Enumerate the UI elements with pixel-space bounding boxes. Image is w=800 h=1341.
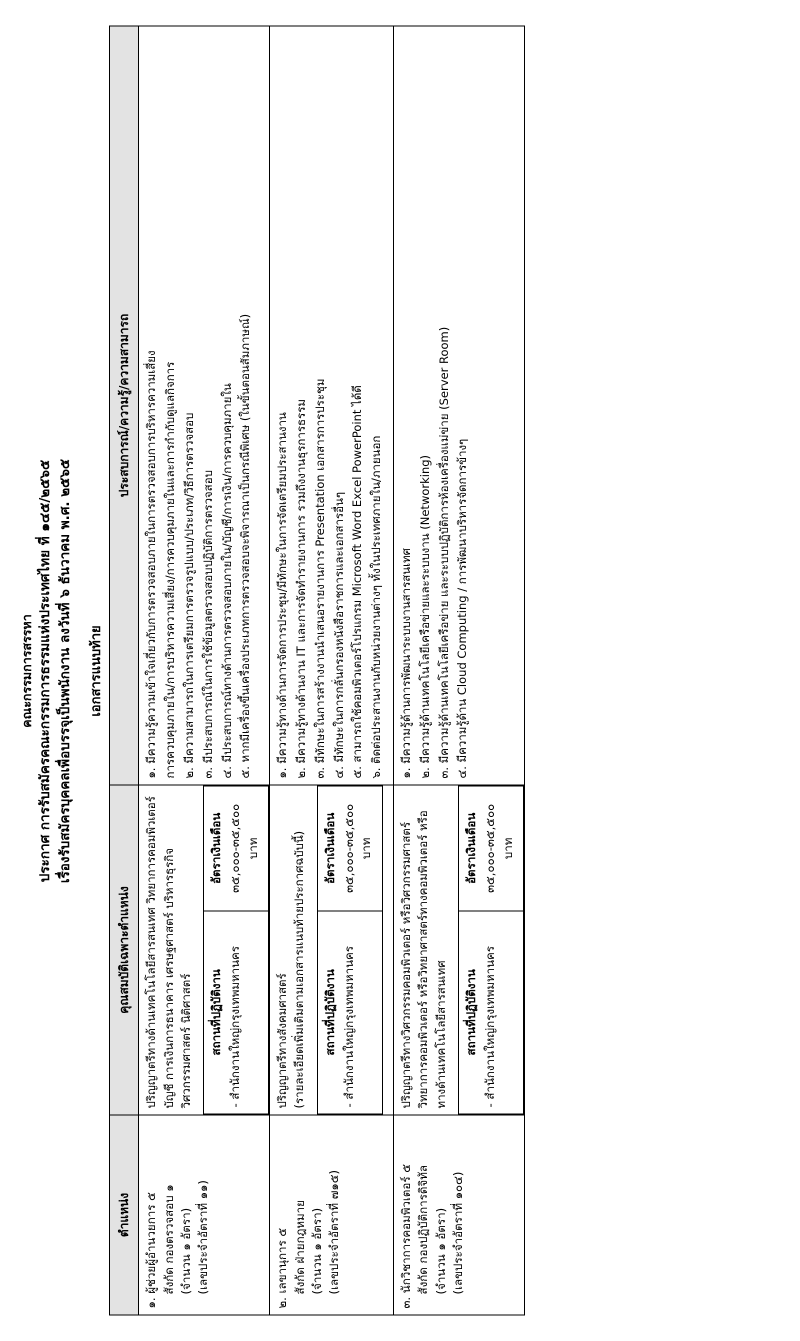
table-row — [394, 26, 525, 1315]
salary-cell — [204, 786, 269, 911]
salary-label: อัตราเงินเดือน — [322, 812, 337, 884]
position-note: (เลขประจำอัตราที่ ๗๑๕) — [327, 1169, 342, 1294]
experience-item: ๓. มีทักษะในการสร้างงานนำเสนอรายงานการ Presentation เอกสารการประชุม — [312, 378, 327, 778]
salary-value: ๓๕,๐๐๐-๓๕,๕๐๐ บาท — [342, 803, 374, 893]
experience-item: ๑. มีความรู้ทางด้านการจัดการประชุม/มีทักษะในการจัดเตรียมประสานงาน — [275, 411, 290, 778]
experience-item: ๒. มีความรู้ทางด้านงาน IT และการจัดทำรายงานการ รวมถึงงานธุรการธรรม — [293, 398, 308, 778]
salary-value: ๓๕,๐๐๐-๓๕,๕๐๐ บาท — [228, 803, 260, 893]
position-unit: สังกัด กองตรวจสอบ ๑ — [161, 1183, 176, 1294]
experience-item: ๖. ติดต่อประสานงานกับหน่วยงานต่างๆ ทั้งในประเทศภายใน/ภายนอก — [369, 435, 384, 778]
position-unit: สังกัด ฝ่ายกฎหมาย — [292, 1199, 307, 1294]
experience-list — [274, 32, 386, 778]
experience-item: ๔. มีความรู้ด้าน Cloud Computing / การพัฒนาบริหารจัดการข้างๆ — [455, 438, 470, 778]
qualification-cell — [139, 785, 270, 1115]
salary-cell — [317, 786, 382, 911]
header-line-3: เรื่องรับสมัครบุคคลเพื่อบรรจุเป็นพนักงาน ลงวันที่ ๖ ธันวาคม พ.ศ. ๒๕๖๕ — [56, 458, 73, 883]
work-location-value: - สำนักงานใหญ่กรุงเทพมหานคร — [342, 945, 357, 1107]
work-location-value: - สำนักงานใหญ่กรุงเทพมหานคร — [228, 945, 243, 1107]
salary-label: อัตราเงินเดือน — [463, 812, 478, 884]
experience-list — [398, 32, 472, 778]
work-location-label: สถานที่ปฏิบัติงาน — [209, 968, 223, 1055]
experience-item: ๓. มีความรู้ด้านเทคโนโลยีเครือข่าย และระบบปฏิบัติการห้องเครื่องแม่ข่าย (Server Room) — [436, 326, 451, 778]
document-header — [18, 26, 75, 1315]
header-line-1: คณะกรรมการสรรหา — [19, 613, 34, 728]
position-cell — [270, 1115, 394, 1315]
experience-cell — [139, 26, 270, 785]
salary-value: ๓๕,๐๐๐-๓๕,๕๐๐ บาท — [483, 803, 515, 893]
experience-item: ๔. มีประสบการณ์ทางด้านการตรวจสอบภายใน/บัญชี/การเงิน/การควบคุมภายใน — [219, 382, 234, 778]
experience-item: ๒. มีความรู้ด้านเทคโนโลยีเครือข่ายและระบบงาน (Networking) — [417, 454, 432, 778]
position-count: (จำนวน ๑ อัตรา) — [433, 1207, 448, 1294]
position-note: (เลขประจำอัตราที่ ๑๐๔) — [451, 1171, 466, 1294]
table-header-row — [110, 26, 139, 1315]
experience-item: การควบคุมภายใน/การบริหารความเสี่ยง/การควบคุมภายในและการกำกับดูแลกิจการ — [163, 361, 178, 778]
qualification-cell — [270, 785, 394, 1115]
work-location-label: สถานที่ปฏิบัติงาน — [463, 968, 478, 1055]
work-location-cell — [458, 910, 523, 1113]
qualification-degree: ปริญญาตรีทางด้านเทคโนโลยีสารสนเทศ วิทยาการคอมพิวเตอร์ บัญชี การเงินการธนาคาร เศรษฐศาสตร์ บริหารธุรกิจ วิศวกรรมศาสตร์ นิติศาสตร์ — [144, 795, 193, 1108]
experience-item: ๔. มีทักษะในการกลั่นกรองหนังสือราชการและเอกสารอื่นๆ — [331, 491, 346, 778]
salary-cell — [458, 786, 523, 911]
qualification-cell — [394, 785, 525, 1115]
work-salary-subtable — [458, 785, 524, 1114]
position-count: (จำนวน ๑ อัตรา) — [179, 1207, 194, 1294]
work-location-cell — [204, 910, 269, 1113]
salary-label: อัตราเงินเดือน — [209, 812, 223, 884]
work-location-cell — [317, 910, 382, 1113]
experience-list — [143, 32, 255, 778]
experience-item: ๕. หากมีเครื่องขึ้นเครื่องประเภทการตรวจสอบจะพิจารณาเป็นกรณีพิเศษ (ในขั้นตอนสัมภาษณ์) — [238, 313, 253, 778]
subtable-row — [317, 786, 382, 1114]
qualification-degree-note: (รายละเอียดเพิ่มเติมตามเอกสารแนบท้ายประกาศฉบับนี้) — [292, 830, 307, 1108]
experience-item: ๕. สามารถใช้คอมพิวเตอร์โปรแกรม Microsoft Word Excel PowerPoint ได้ดี — [350, 384, 365, 778]
position-unit: สังกัด กองปฏิบัติการดิจิทัล — [416, 1164, 431, 1294]
subtable-row — [204, 786, 269, 1114]
experience-item: ๓. มีประสบการณ์ในการใช้ข้อมูลตรวจสอบปฏิบัติการตรวจสอบ — [200, 469, 215, 778]
subtable-row — [458, 786, 523, 1114]
positions-table — [109, 25, 525, 1315]
experience-item: ๑. มีความรู้ความเข้าใจเกี่ยวกับการตรวจสอบภายในการตรวจสอบการบริหารความเสี่ยง — [144, 349, 159, 778]
work-salary-subtable — [317, 785, 383, 1114]
work-location-label: สถานที่ปฏิบัติงาน — [322, 968, 337, 1055]
column-header-position: ตำแหน่ง — [110, 1115, 139, 1315]
experience-item: ๒. มีความสามารถในการเตรียมการตรวจรูปแบบ/ประเภท/วิธีการตรวจสอบ — [181, 412, 196, 778]
table-row — [270, 26, 394, 1315]
column-header-qualification: คุณสมบัติเฉพาะตำแหน่ง — [110, 785, 139, 1115]
position-title: ๒. เลขานุการ ๕ — [275, 1227, 290, 1308]
position-title: ๓. นักวิชาการคอมพิวเตอร์ ๕ — [399, 1163, 414, 1308]
qualification-degree: ปริญญาตรีทางวิศวกรรมคอมพิวเตอร์ หรือวิศวกรรมศาสตร์ วิทยาการคอมพิวเตอร์ หรือวิทยาศาสตร์ทางคอมพิวเตอร์ หรือทางด้านเทคโนโลยีสารสนเทศ — [399, 809, 448, 1108]
table-row — [139, 26, 270, 1315]
position-cell — [139, 1115, 270, 1315]
work-location-value: - สำนักงานใหญ่กรุงเทพมหานคร — [483, 945, 498, 1107]
qualification-degree: ปริญญาตรีทางสังคมศาสตร์ — [275, 972, 290, 1108]
experience-cell — [394, 26, 525, 785]
work-salary-subtable — [203, 785, 269, 1114]
column-header-experience: ประสบการณ์/ความรู้/ความสามารถ — [110, 26, 139, 785]
position-title: ๑. ผู้ช่วยผู้อำนวยการ ๕ — [144, 1191, 159, 1308]
position-cell — [394, 1115, 525, 1315]
experience-item: ๑. มีความรู้ด้านการพัฒนาระบบงานสารสนเทศ — [399, 547, 414, 778]
header-line-2: ประกาศ การรับสมัครคณะกรรมการธรรมแห่งประเทศไทย ที่ ๑๔๕/๒๕๖๕ — [37, 459, 54, 882]
experience-cell — [270, 26, 394, 785]
position-note: (เลขประจำอัตราที่ ๑๑) — [196, 1179, 211, 1294]
attachment-subheading: เอกสารแนบท้าย — [89, 624, 105, 717]
position-count: (จำนวน ๑ อัตรา) — [309, 1207, 324, 1294]
